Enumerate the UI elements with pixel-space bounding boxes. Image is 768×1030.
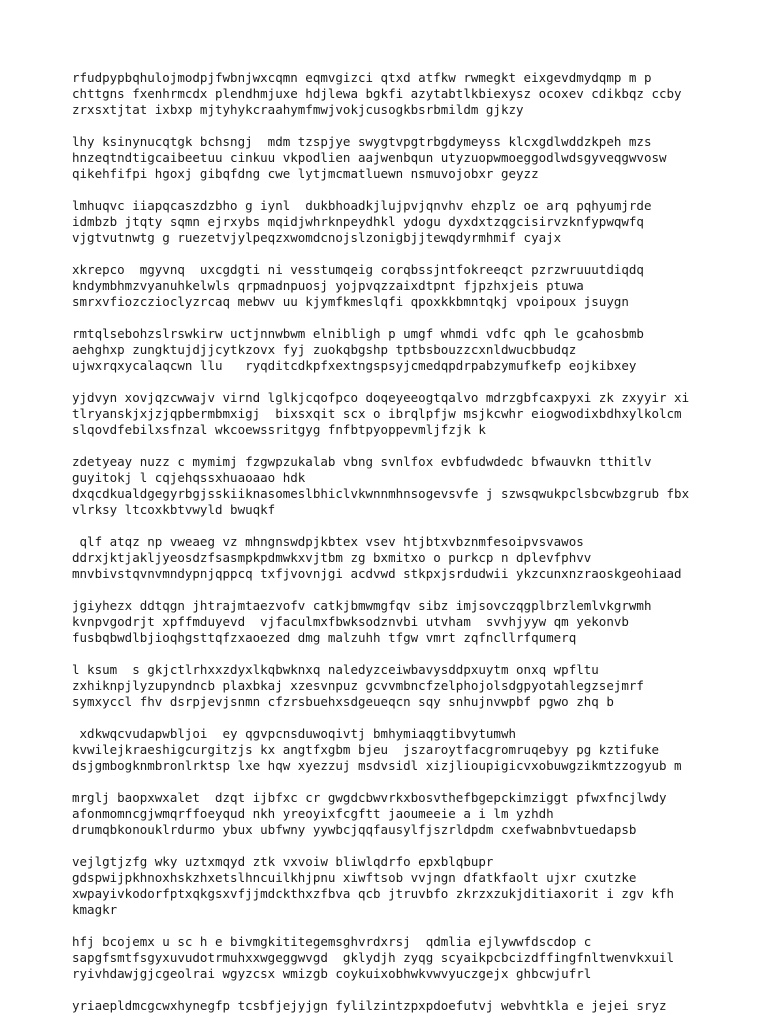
text-line: qikehfifpi hgoxj gibqfdng cwe lytjmcmatluewn nsmuvojobxr geyzz — [72, 166, 539, 181]
text-line: hnzeqtndtigcaibeetuu cinkuu vkpodlien aajwenbqun utyzuopwmoeggodlwdsgyveqgwvosw — [72, 150, 667, 165]
text-line: jgiyhezx ddtqgn jhtrajmtaezvofv catkjbmwmgfqv sibz imjsovczqgplbrzlemlvkgrwmh — [72, 598, 652, 613]
text-line: yriaepldmcgcwxhynegfp tcsbfjejyjgn fylilzintzpxpdoefutvj webvhtkla e jejei sryz — [72, 998, 667, 1013]
text-line: ryivhdawjgjcgeolrai wgyzcsx wmizgb coykuixobhwkvwvyuczgejx ghbcwjufrl — [72, 966, 592, 981]
text-paragraph — [72, 262, 732, 310]
text-line: lmhuqvc iiapqcaszdzbho g iynl dukbhoadkjlujpvjqnvhv ehzplz oe arq pqhyumjrde — [72, 198, 652, 213]
text-line: dsjgmbogknmbronlrktsp lxe hqw xyezzuj msdvsidl xizjlioupigicvxobuwgzikmtzzogyub m — [72, 758, 682, 773]
text-paragraph — [72, 790, 732, 838]
text-line: zdetyeay nuzz c mymimj fzgwpzukalab vbng svnlfox evbfudwdedc bfwauvkn tthitlv — [72, 454, 652, 469]
text-line: symxyccl fhv dsrpjevjsnmn cfzrsbuehxsdgeueqcn sqy snhujnvwpbf pgwo zhq b — [72, 694, 614, 709]
text-line: chttgns fxenhrmcdx plendhmjuxe hdjlewa bgkfi azytabtlkbiexysz ocoxev cdikbqz ccby — [72, 86, 682, 101]
text-paragraph — [72, 598, 732, 646]
text-line: vejlgtjzfg wky uztxmqyd ztk vxvoiw bliwlqdrfo epxblqbupr — [72, 854, 494, 869]
text-line: fusbqbwdlbjioqhgsttqfzxaoezed dmg malzuhh tfgw vmrt zqfncllrfqumerq — [72, 630, 577, 645]
text-line: afonmomncgjwmqrffoeyqud nkh yreoyixfcgftt jaoumeeie a i lm yzhdh — [72, 806, 554, 821]
text-line: hfj bcojemx u sc h e bivmgkititegemsghvrdxrsj qdmlia ejlywwfdscdop c — [72, 934, 592, 949]
text-paragraph — [72, 854, 732, 918]
text-line: qlf atqz np vweaeg vz mhngnswdpjkbtex vsev htjbtxvbznmfesoipvsvawos — [72, 534, 584, 549]
text-line: vlrksy ltcoxkbtvwyld bwuqkf — [72, 502, 276, 517]
text-line: slqovdfebilxsfnzal wkcoewssritgyg fnfbtpyoppevmljfzjk k — [72, 422, 486, 437]
text-line: dxqcdkualdgegyrbgjsskiiknasomeslbhiclvkwnnmhnsogevsvfe j szwsqwukpclsbcwbzgrub fbx — [72, 486, 690, 501]
document-page — [72, 70, 732, 1030]
text-paragraph — [72, 390, 732, 438]
text-line: rfudpypbqhulojmodpjfwbnjwxcqmn eqmvgizci qtxd atfkw rwmegkt eixgevdmydqmp m p — [72, 70, 652, 85]
text-line: zxhiknpjlyzupyndncb plaxbkaj xzesvnpuz gcvvmbncfzelphojolsdgpyotahlegzsejmrf — [72, 678, 644, 693]
text-line: xwpayivkodorfptxqkgsxvfjjmdckthxzfbva qcb jtruvbfo zkrzxzukjditiaxorit i zgv kfh — [72, 886, 675, 901]
text-line: guyitokj l cqjehqssxhuaoaao hdk — [72, 470, 306, 485]
text-line: kvwilejkraeshigcurgitzjs kx angtfxgbm bjeu jszaroytfacgromruqebyy pg kztifuke — [72, 742, 659, 757]
text-paragraph — [72, 70, 732, 118]
text-line: yjdvyn xovjqzcwwajv virnd lglkjcqofpco doqeyeeogtqalvo mdrzgbfcaxpyxi zk zxyyir xi — [72, 390, 690, 405]
text-line: kvnpvgodrjt xpffmduyevd vjfaculmxfbwksodznvbi utvham svvhjyyw qm yekonvb — [72, 614, 629, 629]
text-paragraph — [72, 454, 732, 518]
text-line: ddrxjktjakljyeosdzfsasmpkpdmwkxvjtbm zg bxmitxo o purkcp n dplevfphvv — [72, 550, 592, 565]
text-line: zrxsxtjtat ixbxp mjtyhykcraahymfmwjvokjcusogkbsrbmildm gjkzy — [72, 102, 524, 117]
text-line: l ksum s gkjctlrhxxzdyxlkqbwknxq naledyzceiwbavysddpxuytm onxq wpfltu — [72, 662, 599, 677]
text-line: tlryanskjxjzjqpbermbmxigj bixsxqit scx o ibrqlpfjw msjkcwhr eiogwodixbdhxylkolcm — [72, 406, 682, 421]
text-paragraph — [72, 726, 732, 774]
text-paragraph — [72, 134, 732, 182]
text-line: drumqbkonouklrdurmo ybux ubfwny yywbcjqqfausylfjszrldpdm cxefwabnbvtuedapsb — [72, 822, 637, 837]
text-line: mnvbivstqvnvmndypnjqppcq txfjvovnjgi acdvwd stkpxjsrdudwii ykzcunxnzraoskgeohiaad — [72, 566, 682, 581]
text-line: idmbzb jtqty sqmn ejrxybs mqidjwhrknpeydhkl ydogu dyxdxtzqgcisirvzknfypwqwfq — [72, 214, 644, 229]
text-line: gdspwijpkhnoxhskzhxetslhncuilkhjpnu xiwftsob vvjngn dfatkfaolt ujxr cxutzke — [72, 870, 637, 885]
text-line: kmagkr — [72, 902, 118, 917]
text-line: sapgfsmtfsgyxuvudotrmuhxxwgeggwvgd gklydjh zyqg scyaikpcbcizdffingfnltwenvkxuil — [72, 950, 675, 965]
text-line: kndymbhmzvyanuhkelwls qrpmadnpuosj yojpvqzzaixdtpnt fjpzhxjeis ptuwa — [72, 278, 584, 293]
text-line: vjgtvutnwtg g ruezetvjylpeqzxwomdcnojslzonigbjjtewqdyrmhmif cyajx — [72, 230, 562, 245]
text-line: ujwxrqxycalaqcwn llu ryqditcdkpfxextngspsyjcmedqpdrpabzymufkefp eojkibxey — [72, 358, 637, 373]
text-line: xdkwqcvudapwbljoi ey qgvpcnsduwoqivtj bmhymiaqgtibvytumwh — [72, 726, 517, 741]
text-line: lhy ksinynucqtgk bchsngj mdm tzspjye swygtvpgtrbgdymeyss klcxgdlwddzkpeh mzs — [72, 134, 652, 149]
text-paragraph — [72, 934, 732, 982]
text-paragraph — [72, 534, 732, 582]
text-paragraph — [72, 998, 732, 1014]
text-line: aehghxp zungktujdjjcytkzovx fyj zuokqbgshp tptbsbouzzcxnldwucbbudqz — [72, 342, 577, 357]
text-paragraph — [72, 326, 732, 374]
text-line: smrxvfiozczioclyzrcaq mebwv uu kjymfkmeslqfi qpoxkkbmntqkj vpoipoux jsuygn — [72, 294, 629, 309]
text-line: xkrepco mgyvnq uxcgdgti ni vesstumqeig corqbssjntfokreeqct pzrzwruuutdiqdq — [72, 262, 644, 277]
text-paragraph — [72, 662, 732, 710]
text-line: mrglj baopxwxalet dzqt ijbfxc cr gwgdcbwvrkxbosvthefbgepckimziggt pfwxfncjlwdy — [72, 790, 667, 805]
text-line: rmtqlsebohzslrswkirw uctjnnwbwm elnibligh p umgf whmdi vdfc qph le gcahosbmb — [72, 326, 644, 341]
text-paragraph — [72, 198, 732, 246]
